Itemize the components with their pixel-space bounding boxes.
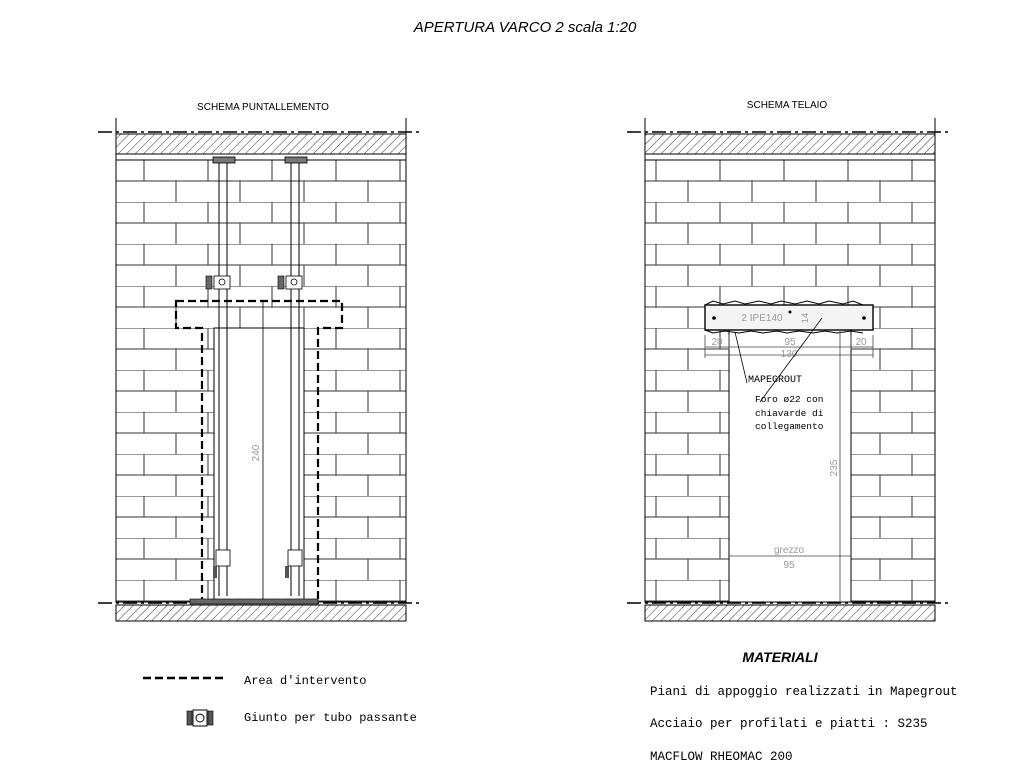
legend <box>143 674 417 726</box>
floor-slab-left <box>116 605 406 621</box>
dim-left-20: 20 <box>711 337 723 348</box>
ceiling-slab-left <box>116 134 406 154</box>
right-schema <box>627 100 952 621</box>
mapegrout-label: MAPEGROUT <box>748 375 803 386</box>
ipe-lintel-beam <box>705 305 873 330</box>
grezzo-label: grezzo <box>773 545 805 556</box>
materials-item-1: Piani di appoggio realizzati in Mapegrout <box>650 685 958 699</box>
dim-right-20: 20 <box>855 337 867 348</box>
hole-label-line3: collegamento <box>755 421 824 432</box>
left-schema-title: SCHEMA PUNTALLEMENTO <box>197 102 329 113</box>
left-schema <box>98 102 422 621</box>
beam-height-dim: 14 <box>800 312 810 324</box>
materials-heading: MATERIALI <box>742 649 818 665</box>
ceiling-slab-right <box>645 134 935 154</box>
materials-item-3: MACFLOW RHEOMAC 200 <box>650 750 793 764</box>
floor-slab-right <box>645 605 935 621</box>
materials-item-2: Acciaio per profilati e piatti : S235 <box>650 717 928 731</box>
left-dim-240: 240 <box>251 444 262 462</box>
right-schema-title: SCHEMA TELAIO <box>746 100 828 111</box>
base-plate <box>190 599 318 604</box>
legend-joint-label: Giunto per tubo passante <box>244 711 417 725</box>
dim-total-130: 130 <box>780 349 798 360</box>
drawing-title: APERTURA VARCO 2 scala 1:20 <box>413 19 637 36</box>
beam-label: 2 IPE140 <box>741 313 783 324</box>
hole-label-line2: chiavarde di <box>755 408 824 419</box>
grezzo-dim-95: 95 <box>783 560 795 571</box>
legend-joint-icon <box>187 710 213 726</box>
right-dim-235: 235 <box>829 459 840 477</box>
legend-area-label: Area d'intervento <box>244 674 367 688</box>
hole-label-line1: Foro ø22 con <box>755 394 824 405</box>
materials-section <box>650 649 958 764</box>
dim-clear-95: 95 <box>784 337 796 348</box>
